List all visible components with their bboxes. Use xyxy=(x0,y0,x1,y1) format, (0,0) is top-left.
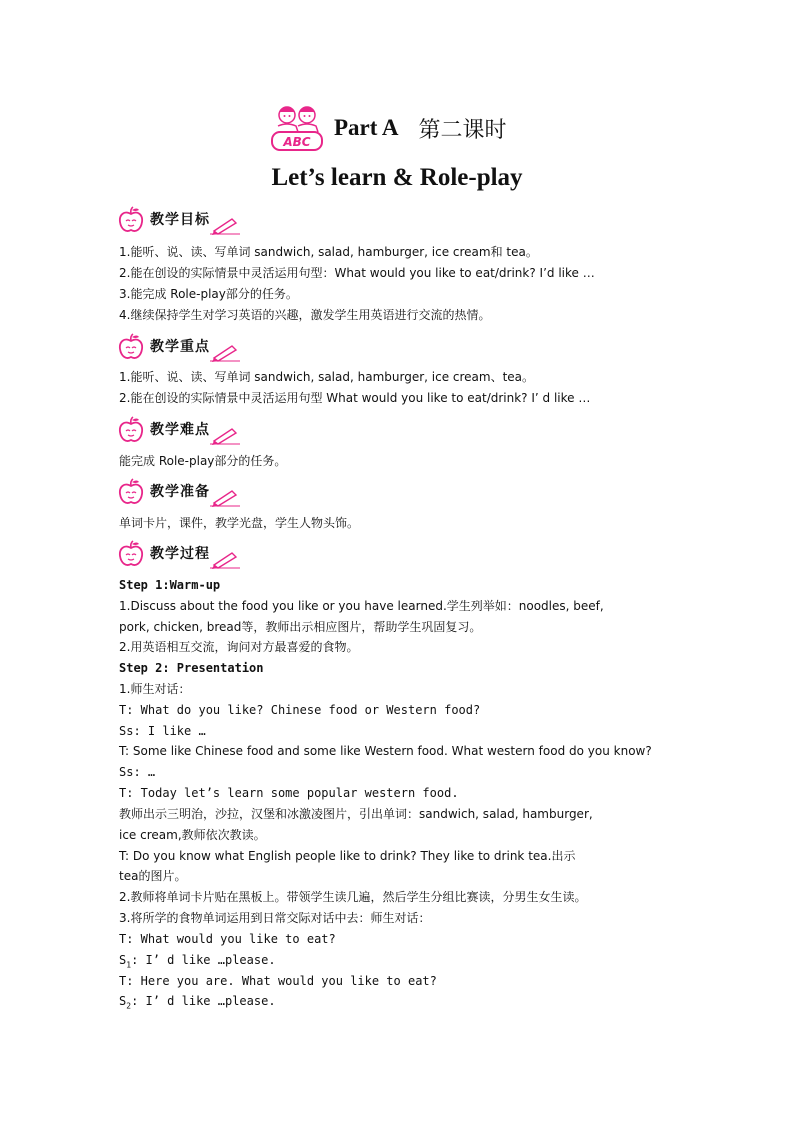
process-line: 教师出示三明治，沙拉，汉堡和冰激凌图片，引出单词：sandwich, salad, hamburger, xyxy=(119,807,593,821)
process-line: ice cream,教师依次教读。 xyxy=(119,828,266,842)
section-header-difficulties xyxy=(118,415,240,445)
process-line: pork, chicken, bread等，教师出示相应图片，帮助学生巩固复习。 xyxy=(119,620,482,634)
process-line: Ss: … xyxy=(119,765,156,779)
pencil-icon xyxy=(210,487,240,507)
svg-text:ABC: ABC xyxy=(283,135,311,149)
preparation-line: 单词卡片，课件，教学光盘，学生人物头饰。 xyxy=(119,516,360,530)
goal-line: 4.继续保持学生对学习英语的兴趣，激发学生用英语进行交流的热情。 xyxy=(119,308,491,322)
speaker-number: 2 xyxy=(126,1001,132,1011)
section-title: 教学准备 xyxy=(150,484,210,500)
process-line: 2.用英语相互交流，询问对方最喜爱的食物。 xyxy=(119,640,359,654)
pencil-icon xyxy=(210,215,240,235)
part-label: Part A xyxy=(334,115,399,140)
step-title: Step 1:Warm-up xyxy=(119,578,221,592)
dialogue-line-t: T: Here you are. What would you like to eat? xyxy=(119,974,437,988)
section-header-goals xyxy=(118,205,240,235)
step-title: Step 2: Presentation xyxy=(119,661,264,675)
section-title: 教学过程 xyxy=(150,546,210,562)
goal-line: 2.能在创设的实际情景中灵活运用句型：What would you like to eat/drink? I’d like … xyxy=(119,266,595,280)
process-line: T: Do you know what English people like to drink? They like to drink tea.出示 xyxy=(119,849,576,863)
page-title: Let’s learn & Role-play xyxy=(271,164,523,191)
process-line: T: Today let’s learn some popular western food. xyxy=(119,786,459,800)
section-header-key-points xyxy=(118,332,240,362)
process-line: tea的图片。 xyxy=(119,869,187,883)
apple-icon xyxy=(118,540,144,568)
pencil-icon xyxy=(210,425,240,445)
goal-line: 1.能听、说、读、写单词 sandwich, salad, hamburger, ice cream和 tea。 xyxy=(119,245,538,259)
pencil-icon xyxy=(210,549,240,569)
difficulty-line: 能完成 Role-play部分的任务。 xyxy=(119,454,287,468)
title-row xyxy=(268,102,507,154)
section-title: 教学重点 xyxy=(150,339,210,355)
dialogue-text: : I’ d like …please. xyxy=(131,994,276,1008)
section-header-process xyxy=(118,539,240,569)
apple-icon xyxy=(118,333,144,361)
process-line: 1.师生对话： xyxy=(119,682,191,696)
section-title: 教学难点 xyxy=(150,422,210,438)
section-title: 教学目标 xyxy=(150,212,210,228)
process-line: T: What do you like? Chinese food or Western food? xyxy=(119,703,481,717)
process-line: Ss: I like … xyxy=(119,724,206,738)
apple-icon xyxy=(118,478,144,506)
speaker-prefix: S xyxy=(119,953,127,967)
pencil-icon xyxy=(210,342,240,362)
lesson-label: 第二课时 xyxy=(418,117,507,143)
process-line: T: Some like Chinese food and some like Western food. What western food do you know? xyxy=(119,744,652,758)
process-line: 2.教师将单词卡片贴在黑板上。带领学生读几遍，然后学生分组比赛读，分男生女生读。 xyxy=(119,890,587,904)
dialogue-line-s2 xyxy=(119,991,276,1016)
apple-icon xyxy=(118,206,144,234)
section-header-preparation xyxy=(118,477,240,507)
apple-icon xyxy=(118,416,144,444)
kids-abc-logo-icon xyxy=(268,102,326,154)
speaker-prefix: S xyxy=(119,994,127,1008)
goal-line: 3.能完成 Role-play部分的任务。 xyxy=(119,287,298,301)
process-line: 3.将所学的食物单词运用到日常交际对话中去：师生对话： xyxy=(119,911,431,925)
dialogue-text: : I’ d like …please. xyxy=(131,953,276,967)
key-point-line: 1.能听、说、读、写单词 sandwich, salad, hamburger, ice cream、tea。 xyxy=(119,370,535,384)
process-line: 1.Discuss about the food you like or you have learned.学生列举如：noodles, beef, xyxy=(119,599,604,613)
key-point-line: 2.能在创设的实际情景中灵活运用句型 What would you like to eat/drink? I’ d like … xyxy=(119,391,591,405)
speaker-number: 1 xyxy=(126,960,132,970)
process-line: T: What would you like to eat? xyxy=(119,932,336,946)
